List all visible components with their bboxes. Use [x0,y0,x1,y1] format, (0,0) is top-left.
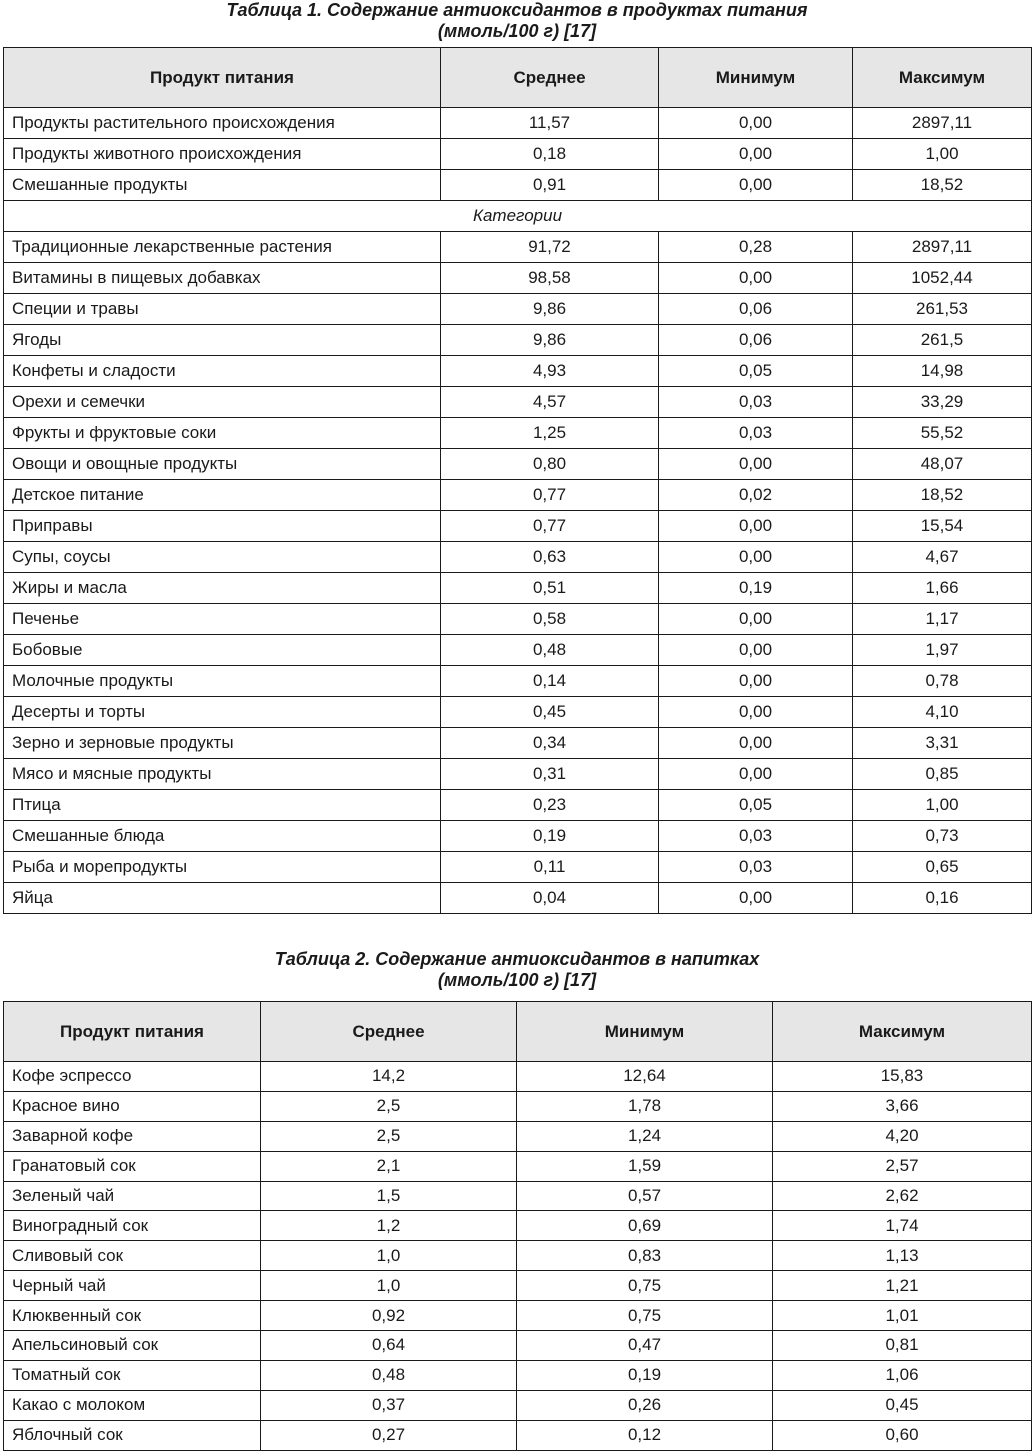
min-cell: 0,00 [659,449,853,480]
max-cell: 18,52 [853,480,1032,511]
max-cell: 1,13 [773,1241,1032,1271]
product-cell: Гранатовый сок [4,1151,261,1181]
product-cell: Печенье [4,604,441,635]
max-cell: 1,21 [773,1271,1032,1301]
max-cell: 261,53 [853,294,1032,325]
max-cell: 15,83 [773,1062,1032,1092]
product-cell: Продукты растительного происхождения [4,108,441,139]
category-label: Категории [4,201,1032,232]
product-cell: Овощи и овощные продукты [4,449,441,480]
antioxidants-foods-table [3,47,1032,914]
min-cell: 1,59 [517,1151,773,1181]
table-row [4,356,1032,387]
header-max: Максимум [773,1002,1032,1062]
product-cell: Рыба и морепродукты [4,852,441,883]
min-cell: 1,78 [517,1091,773,1121]
mean-cell: 0,14 [441,666,659,697]
max-cell: 0,78 [853,666,1032,697]
mean-cell: 0,34 [441,728,659,759]
min-cell: 0,00 [659,139,853,170]
header-max: Максимум [853,48,1032,108]
header-mean: Среднее [441,48,659,108]
max-cell: 3,31 [853,728,1032,759]
product-cell: Кофе эспрессо [4,1062,261,1092]
product-cell: Молочные продукты [4,666,441,697]
table-row [4,1062,1032,1092]
product-cell: Зеленый чай [4,1181,261,1211]
max-cell: 1,66 [853,573,1032,604]
product-cell: Виноградный сок [4,1211,261,1241]
min-cell: 0,03 [659,852,853,883]
min-cell: 0,00 [659,108,853,139]
mean-cell: 0,63 [441,542,659,573]
product-cell: Яблочный сок [4,1420,261,1450]
mean-cell: 0,77 [441,511,659,542]
min-cell: 0,00 [659,263,853,294]
max-cell: 1,17 [853,604,1032,635]
header-mean: Среднее [261,1002,517,1062]
max-cell: 1,74 [773,1211,1032,1241]
min-cell: 0,00 [659,883,853,914]
min-cell: 0,26 [517,1390,773,1420]
category-row [4,201,1032,232]
product-cell: Зерно и зерновые продукты [4,728,441,759]
header-min: Минимум [659,48,853,108]
table-row [4,883,1032,914]
product-cell: Сливовый сок [4,1241,261,1271]
header-product: Продукт питания [4,48,441,108]
max-cell: 0,65 [853,852,1032,883]
min-cell: 0,12 [517,1420,773,1450]
max-cell: 4,20 [773,1121,1032,1151]
table-row [4,1151,1032,1181]
max-cell: 1052,44 [853,263,1032,294]
mean-cell: 0,91 [441,170,659,201]
min-cell: 0,83 [517,1241,773,1271]
mean-cell: 2,1 [261,1151,517,1181]
table2-caption [0,949,1034,991]
mean-cell: 11,57 [441,108,659,139]
product-cell: Заварной кофе [4,1121,261,1151]
mean-cell: 1,0 [261,1241,517,1271]
min-cell: 0,00 [659,728,853,759]
product-cell: Смешанные продукты [4,170,441,201]
min-cell: 0,03 [659,387,853,418]
max-cell: 0,73 [853,821,1032,852]
table-row [4,1301,1032,1331]
table-row [4,1121,1032,1151]
min-cell: 0,69 [517,1211,773,1241]
max-cell: 14,98 [853,356,1032,387]
header-product: Продукт питания [4,1002,261,1062]
product-cell: Мясо и мясные продукты [4,759,441,790]
mean-cell: 9,86 [441,294,659,325]
product-cell: Ягоды [4,325,441,356]
table-row [4,1211,1032,1241]
table-row [4,542,1032,573]
table-row [4,108,1032,139]
table-row [4,387,1032,418]
max-cell: 2897,11 [853,108,1032,139]
table-row [4,1091,1032,1121]
table-row [4,480,1032,511]
min-cell: 1,24 [517,1121,773,1151]
table-row [4,666,1032,697]
max-cell: 1,97 [853,635,1032,666]
max-cell: 3,66 [773,1091,1032,1121]
mean-cell: 0,80 [441,449,659,480]
min-cell: 0,05 [659,790,853,821]
min-cell: 0,00 [659,604,853,635]
min-cell: 0,00 [659,542,853,573]
table1-caption [0,0,1034,42]
max-cell: 0,16 [853,883,1032,914]
max-cell: 0,60 [773,1420,1032,1450]
max-cell: 15,54 [853,511,1032,542]
mean-cell: 0,27 [261,1420,517,1450]
min-cell: 0,00 [659,170,853,201]
max-cell: 2,62 [773,1181,1032,1211]
table-row [4,1420,1032,1450]
max-cell: 2,57 [773,1151,1032,1181]
mean-cell: 2,5 [261,1121,517,1151]
product-cell: Орехи и семечки [4,387,441,418]
max-cell: 4,67 [853,542,1032,573]
product-cell: Красное вино [4,1091,261,1121]
mean-cell: 9,86 [441,325,659,356]
min-cell: 0,75 [517,1301,773,1331]
mean-cell: 0,18 [441,139,659,170]
product-cell: Фрукты и фруктовые соки [4,418,441,449]
table-row [4,573,1032,604]
max-cell: 261,5 [853,325,1032,356]
min-cell: 0,00 [659,635,853,666]
table-header-row [4,1002,1032,1062]
product-cell: Яйца [4,883,441,914]
product-cell: Детское питание [4,480,441,511]
min-cell: 0,19 [659,573,853,604]
min-cell: 0,06 [659,294,853,325]
mean-cell: 0,19 [441,821,659,852]
mean-cell: 1,2 [261,1211,517,1241]
min-cell: 0,02 [659,480,853,511]
min-cell: 0,00 [659,697,853,728]
table-row [4,1390,1032,1420]
max-cell: 18,52 [853,170,1032,201]
mean-cell: 4,57 [441,387,659,418]
table-row [4,325,1032,356]
table1-caption-title: Таблица 1. Содержание антиоксидантов в продуктах питания [226,0,808,20]
table-row [4,1360,1032,1390]
table-row [4,759,1032,790]
mean-cell: 1,25 [441,418,659,449]
min-cell: 0,05 [659,356,853,387]
product-cell: Какао с молоком [4,1390,261,1420]
product-cell: Витамины в пищевых добавках [4,263,441,294]
table-row [4,1331,1032,1361]
mean-cell: 98,58 [441,263,659,294]
min-cell: 0,03 [659,418,853,449]
product-cell: Традиционные лекарственные растения [4,232,441,263]
table-row [4,232,1032,263]
mean-cell: 0,45 [441,697,659,728]
table2-caption-title: Таблица 2. Содержание антиоксидантов в напитках [274,949,760,969]
table2-caption-units: (ммоль/100 г) [17] [437,970,597,990]
min-cell: 12,64 [517,1062,773,1092]
min-cell: 0,00 [659,666,853,697]
mean-cell: 91,72 [441,232,659,263]
mean-cell: 0,48 [261,1360,517,1390]
table-row [4,139,1032,170]
product-cell: Жиры и масла [4,573,441,604]
mean-cell: 0,11 [441,852,659,883]
table-row [4,1271,1032,1301]
max-cell: 2897,11 [853,232,1032,263]
table-header-row [4,48,1032,108]
table-row [4,418,1032,449]
min-cell: 0,28 [659,232,853,263]
product-cell: Специи и травы [4,294,441,325]
product-cell: Супы, соусы [4,542,441,573]
min-cell: 0,57 [517,1181,773,1211]
max-cell: 0,45 [773,1390,1032,1420]
table-row [4,821,1032,852]
mean-cell: 0,77 [441,480,659,511]
table-row [4,852,1032,883]
min-cell: 0,19 [517,1360,773,1390]
table-row [4,604,1032,635]
product-cell: Приправы [4,511,441,542]
product-cell: Бобовые [4,635,441,666]
table-row [4,294,1032,325]
product-cell: Томатный сок [4,1360,261,1390]
table-row [4,728,1032,759]
table1-caption-units: (ммоль/100 г) [17] [437,21,597,41]
mean-cell: 1,5 [261,1181,517,1211]
min-cell: 0,47 [517,1331,773,1361]
mean-cell: 0,31 [441,759,659,790]
table-row [4,263,1032,294]
min-cell: 0,75 [517,1271,773,1301]
table-row [4,511,1032,542]
mean-cell: 0,64 [261,1331,517,1361]
max-cell: 4,10 [853,697,1032,728]
max-cell: 33,29 [853,387,1032,418]
mean-cell: 4,93 [441,356,659,387]
product-cell: Апельсиновый сок [4,1331,261,1361]
antioxidants-beverages-table [3,1001,1032,1451]
product-cell: Десерты и торты [4,697,441,728]
product-cell: Клюквенный сок [4,1301,261,1331]
min-cell: 0,00 [659,511,853,542]
mean-cell: 0,92 [261,1301,517,1331]
max-cell: 1,00 [853,790,1032,821]
min-cell: 0,03 [659,821,853,852]
min-cell: 0,00 [659,759,853,790]
table-row [4,1181,1032,1211]
mean-cell: 14,2 [261,1062,517,1092]
max-cell: 0,81 [773,1331,1032,1361]
mean-cell: 1,0 [261,1271,517,1301]
table-row [4,635,1032,666]
max-cell: 55,52 [853,418,1032,449]
mean-cell: 0,37 [261,1390,517,1420]
min-cell: 0,06 [659,325,853,356]
mean-cell: 0,51 [441,573,659,604]
product-cell: Птица [4,790,441,821]
table-row [4,790,1032,821]
mean-cell: 0,04 [441,883,659,914]
max-cell: 0,85 [853,759,1032,790]
mean-cell: 2,5 [261,1091,517,1121]
product-cell: Конфеты и сладости [4,356,441,387]
table-row [4,449,1032,480]
mean-cell: 0,23 [441,790,659,821]
header-min: Минимум [517,1002,773,1062]
max-cell: 48,07 [853,449,1032,480]
max-cell: 1,06 [773,1360,1032,1390]
table-row [4,697,1032,728]
mean-cell: 0,58 [441,604,659,635]
product-cell: Продукты животного происхождения [4,139,441,170]
max-cell: 1,01 [773,1301,1032,1331]
mean-cell: 0,48 [441,635,659,666]
product-cell: Черный чай [4,1271,261,1301]
table-row [4,1241,1032,1271]
product-cell: Смешанные блюда [4,821,441,852]
table-row [4,170,1032,201]
max-cell: 1,00 [853,139,1032,170]
